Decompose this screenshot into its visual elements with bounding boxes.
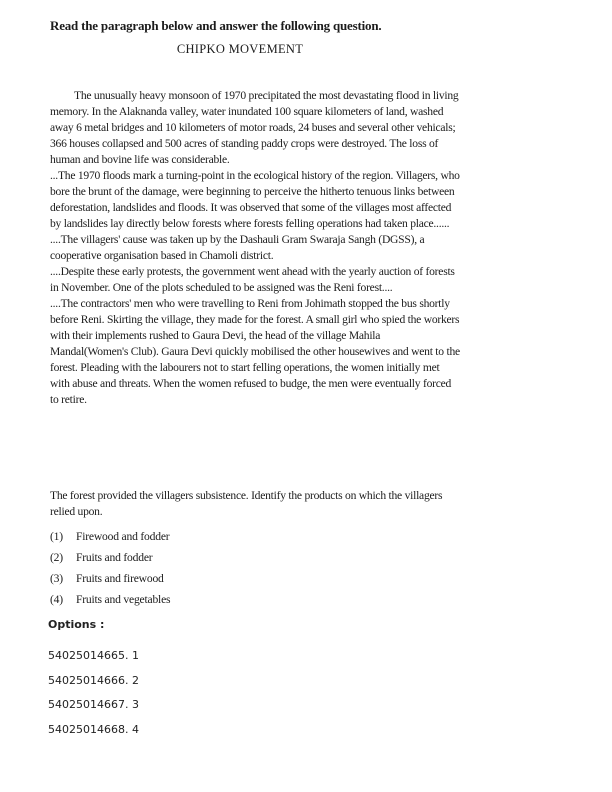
choice-item — [50, 526, 170, 547]
options-list — [48, 644, 139, 742]
choice-item — [50, 547, 170, 568]
passage-paragraph-5: ....The contractors' men who were travelling to Reni from Johimath stopped the bus shortly before Reni. Skirting the village, they made for the forest. A small girl who spied the workers with their implements rushed to Gaura Devi, the head of the village Mahila Mandal(Women's Club). Gaura Devi quickly mobilised the other housewives and went to the forest. Pleading with the labourers not to start felling operations, the women initially met with abuse and threats. When the women refused to budge, the men were eventually forced to retire. — [50, 297, 460, 406]
passage-paragraph-4: ....Despite these early protests, the government went ahead with the yearly auction of forests in November. One of the plots scheduled to be assigned was the Reni forest.... — [50, 265, 455, 294]
passage-paragraph-2: ...The 1970 floods mark a turning-point in the ecological history of the region. Villagers, who bore the brunt of the damage, were beginning to perceive the hitherto tenuous links between deforestation, landslides and floods. It was observed that some of the villages most affected by landslides lay directly below forests where forests felling operations had taken place...... — [50, 169, 460, 230]
choice-item — [50, 589, 170, 610]
choice-number: (2) — [50, 551, 63, 564]
option-item[interactable]: 54025014667. 3 — [48, 698, 139, 711]
choice-text: Fruits and firewood — [76, 572, 164, 585]
answer-choices — [50, 526, 170, 610]
passage — [50, 88, 460, 408]
instruction-text: Read the paragraph below and answer the following question. — [50, 18, 382, 33]
passage-title: CHIPKO MOVEMENT — [176, 42, 304, 56]
choice-text: Firewood and fodder — [76, 530, 170, 543]
passage-paragraph-3: ....The villagers' cause was taken up by the Dashauli Gram Swaraja Sangh (DGSS), a cooperative organisation based in Chamoli district. — [50, 233, 425, 262]
option-item[interactable]: 54025014668. 4 — [48, 722, 139, 736]
choice-number: (1) — [50, 530, 63, 543]
choice-text: Fruits and vegetables — [76, 593, 171, 606]
choice-number: (3) — [50, 572, 63, 585]
option-item[interactable]: 54025014666. 2 — [48, 673, 139, 687]
passage-paragraph-1: The unusually heavy monsoon of 1970 precipitated the most devastating flood in living memory. In the Alaknanda valley, water inundated 100 square kilometers of land, washed away 6 metal bridges and 10 kilometers of motor roads, 24 buses and several other vehicals; 366 houses collapsed and 500 acres of standing paddy crops were destroyed. The loss of human and bovine life was considerable. — [50, 89, 459, 166]
options-heading: Options : — [48, 618, 105, 631]
choice-text: Fruits and fodder — [76, 551, 153, 564]
question-text: The forest provided the villagers subsistence. Identify the products on which the villagers relied upon. — [50, 489, 443, 518]
choice-item — [50, 568, 170, 589]
choice-number: (4) — [50, 593, 63, 606]
option-item[interactable]: 54025014665. 1 — [48, 649, 139, 662]
